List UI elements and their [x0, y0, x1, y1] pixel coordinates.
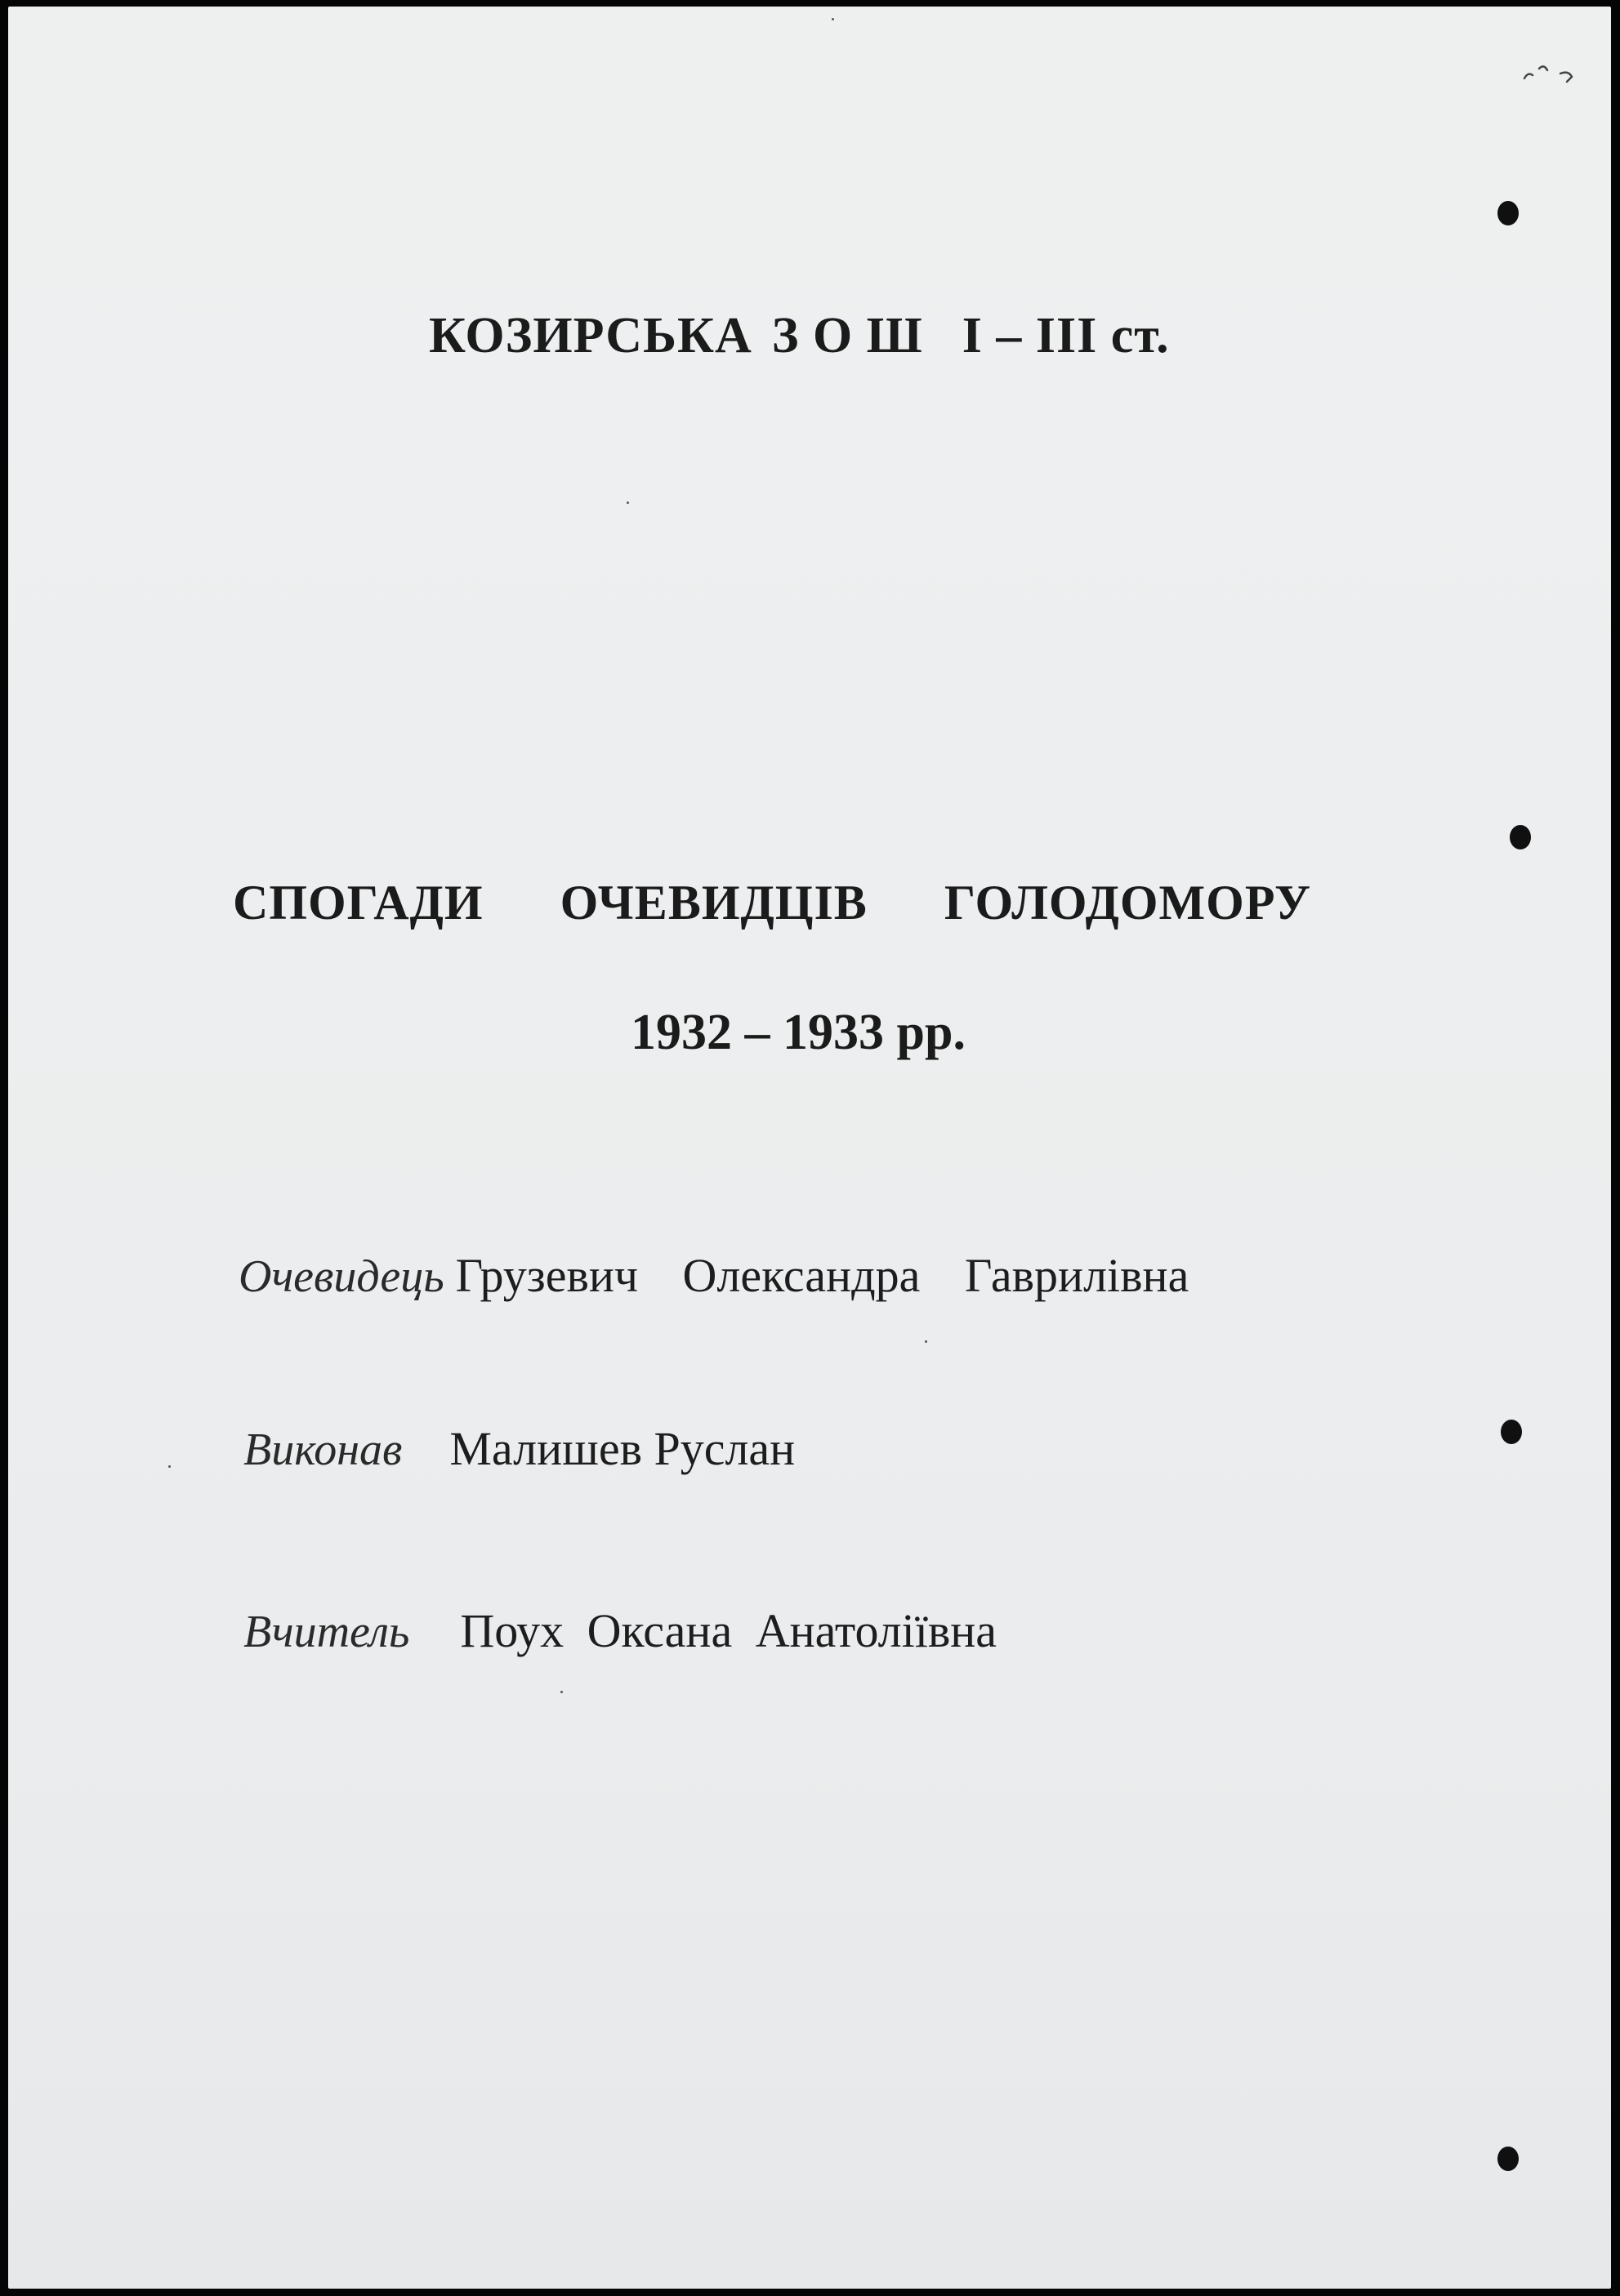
- punch-hole: [1497, 2147, 1519, 2171]
- credit-label: Виконав: [243, 1424, 403, 1475]
- credit-label: Вчитель: [243, 1607, 410, 1657]
- credit-value: Малишев Руслан: [449, 1422, 796, 1475]
- paper-speck: [832, 18, 834, 20]
- document-years: 1932 – 1933 рр.: [631, 1005, 966, 1060]
- credit-label: Очевидець: [239, 1251, 444, 1302]
- paper-speck: [168, 1465, 171, 1468]
- credit-row-witness: [239, 1248, 1189, 1303]
- document-title: СПОГАДИ ОЧЕВИДЦІВ ГОЛОДОМОРУ: [233, 876, 1312, 930]
- credit-value: Грузевич Олександра Гаврилівна: [455, 1249, 1189, 1302]
- paper-speck: [627, 502, 629, 504]
- punch-hole: [1501, 1420, 1522, 1444]
- school-levels: І – ІІІ ст.: [962, 308, 1170, 363]
- punch-hole: [1497, 201, 1519, 225]
- school-heading: [429, 307, 1170, 365]
- paper-sheet: [8, 7, 1611, 2289]
- punch-hole: [1510, 825, 1531, 849]
- credit-row-teacher: [243, 1603, 997, 1658]
- school-name: КОЗИРСЬКА: [429, 308, 752, 363]
- school-abbr: З О Ш: [771, 308, 923, 363]
- credit-row-author: [243, 1421, 795, 1476]
- paper-speck: [925, 1340, 927, 1343]
- handwritten-corner-mark: [1521, 57, 1585, 87]
- credit-value: Поух Оксана Анатоліївна: [460, 1604, 997, 1657]
- paper-speck: [560, 1691, 563, 1693]
